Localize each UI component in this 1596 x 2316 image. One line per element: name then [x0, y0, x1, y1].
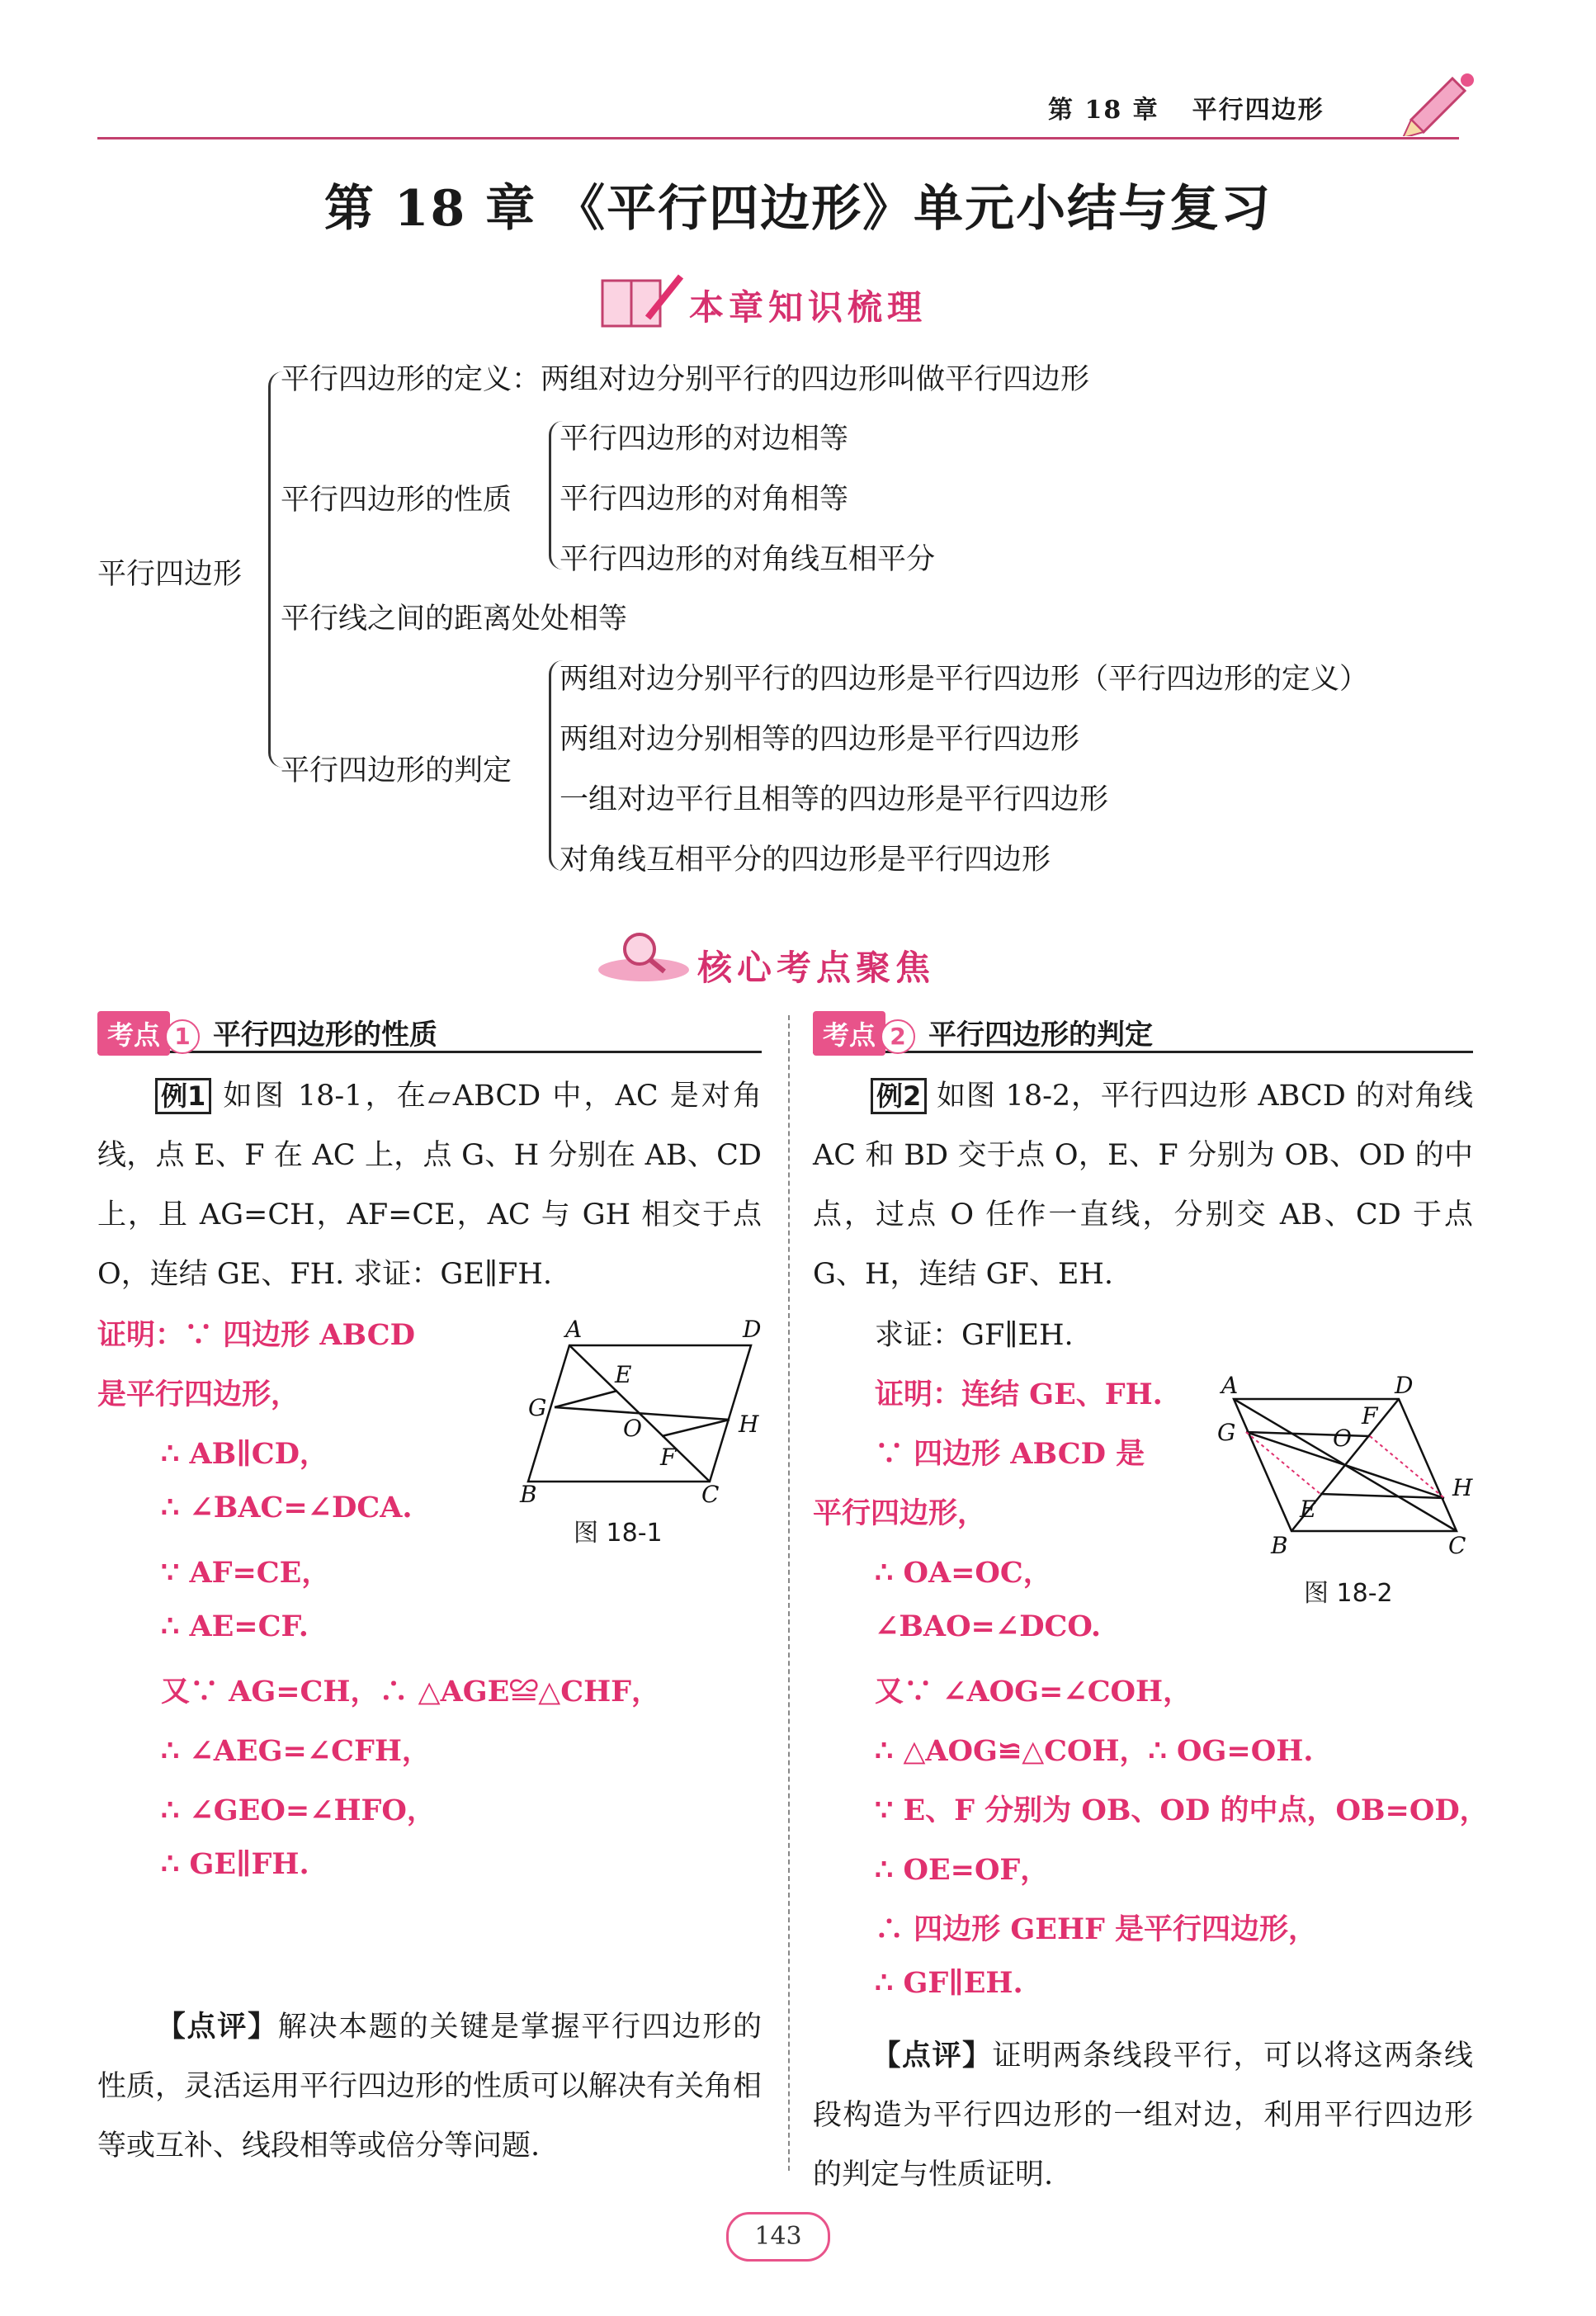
page-number: 143 — [726, 2212, 830, 2262]
right-proof-line-5: ∠BAO=∠DCO. — [875, 1609, 1102, 1643]
left-proof-line-10: ∴ GE∥FH. — [161, 1847, 309, 1881]
notebook-icon — [598, 272, 689, 330]
example-1-tag: 例1 — [155, 1078, 211, 1114]
header-rule — [97, 137, 1459, 139]
kaodian-badge: 考点 — [813, 1011, 885, 1056]
fig2-label-E: E — [1300, 1496, 1317, 1523]
left-proof-line-5: ∵ AF=CE， — [161, 1556, 331, 1590]
right-heading-title: 平行四边形的判定 — [928, 1019, 1154, 1052]
tree-criterion-2: 两组对边分别相等的四边形是平行四边形 — [560, 723, 1080, 756]
tree-criterion-1: 两组对边分别平行的四边形是平行四边形（平行四边形的定义） — [560, 663, 1369, 696]
left-proof-line-7: 又∵ AG=CH，∴ △AGE≌△CHF， — [161, 1675, 660, 1709]
example-2-tag: 例2 — [871, 1078, 927, 1114]
fig2-label-C: C — [1448, 1532, 1466, 1556]
fig2-label-A: A — [1221, 1372, 1239, 1399]
running-header — [1048, 89, 1358, 125]
page-title: 第 18 章 《平行四边形》单元小结与复习 — [323, 180, 1273, 238]
fig1-label-D: D — [743, 1316, 762, 1343]
right-comment — [813, 2026, 1473, 2205]
left-comment-text: 解决本题的关键是掌握平行四边形的性质，灵活运用平行四边形的性质可以解决有关角相等或互补、线段相等或倍分等问题. — [97, 2011, 763, 2162]
kaodian-number: 1 — [165, 1019, 200, 1054]
right-proof-line-9: ∴ OE=OF， — [875, 1853, 1050, 1887]
right-proof-line-7: ∴ △AOG≌△COH，∴ OG=OH. — [875, 1734, 1314, 1768]
kaodian-badge: 考点 — [97, 1011, 170, 1056]
fig2-label-B: B — [1271, 1532, 1288, 1556]
fig1-label-A: A — [565, 1316, 583, 1343]
fig2-label-G: G — [1217, 1419, 1236, 1446]
right-comment-text: 证明两条线段平行，可以将这两条线段构造为平行四边形的一组对边，利用平行四边形的判定与性质证明. — [813, 2039, 1473, 2191]
fig2-label-F: F — [1362, 1402, 1378, 1430]
right-problem-text: 如图 18-2，平行四边形 ABCD 的对角线 AC 和 BD 交于点 O，E、F 分别为 OB、OD 的中点，过点 O 任作一直线，分别交 AB、CD 于点 G、H，连结 GF、EH. — [813, 1080, 1473, 1291]
fig1-label-C: C — [701, 1481, 720, 1506]
fig2-label-D: D — [1395, 1372, 1414, 1399]
tree-criterion-3: 一组对边平行且相等的四边形是平行四边形 — [560, 783, 1109, 816]
right-comment-tag: 【点评】 — [871, 2039, 993, 2073]
tree-definition: 平行四边形的定义：两组对边分别平行的四边形叫做平行四边形 — [281, 363, 1090, 396]
tree-properties-label: 平行四边形的性质 — [281, 484, 512, 517]
tree-property-2: 平行四边形的对角相等 — [560, 483, 849, 516]
fig1-label-F: F — [660, 1444, 677, 1471]
pencil-logo-icon — [1395, 62, 1485, 136]
figure-18-1 — [512, 1316, 776, 1506]
right-proof-line-3: 平行四边形， — [813, 1496, 987, 1530]
left-column-heading — [97, 1011, 762, 1053]
fig1-label-B: B — [520, 1481, 537, 1506]
left-proof-line-6: ∴ AE=CF. — [161, 1609, 309, 1643]
left-comment-tag: 【点评】 — [155, 2011, 278, 2044]
left-heading-title: 平行四边形的性质 — [213, 1019, 438, 1052]
fig1-label-G: G — [528, 1394, 547, 1421]
left-problem-text: 如图 18-1，在▱ABCD 中，AC 是对角线，点 E、F 在 AC 上，点 G、H 分别在 AB、CD 上，且 AG=CH，AF=CE，AC 与 GH 相交于点 O，连结 GE、FH. 求证：GE∥FH. — [97, 1080, 762, 1291]
figure-18-2 — [1201, 1370, 1481, 1556]
right-proof-line-4: ∴ OA=OC， — [875, 1556, 1052, 1590]
column-divider — [788, 1015, 790, 2171]
section-knowledge-banner: 本章知识梳理 — [689, 287, 928, 328]
right-proof-line-10: ∴ 四边形 GEHF 是平行四边形， — [875, 1912, 1318, 1946]
left-problem — [97, 1066, 762, 1304]
fig2-label-O: O — [1333, 1425, 1352, 1452]
right-proof-line-8: ∵ E、F 分别为 OB、OD 的中点，OB=OD， — [875, 1794, 1489, 1827]
left-proof-line-3: ∴ AB∥CD， — [161, 1437, 328, 1471]
right-prove-statement: 求证：GF∥EH. — [875, 1319, 1074, 1352]
tree-distance: 平行线之间的距离处处相等 — [281, 603, 628, 636]
right-proof-line-2: ∵ 四边形 ABCD 是 — [875, 1437, 1145, 1471]
tree-criteria-label: 平行四边形的判定 — [281, 754, 512, 787]
figure-18-2-caption: 图 18-2 — [1304, 1579, 1393, 1608]
section-core-points-banner: 核心考点聚焦 — [697, 948, 936, 988]
left-proof-line-9: ∴ ∠GEO=∠HFO， — [161, 1794, 436, 1827]
left-proof-line-4: ∴ ∠BAC=∠DCA. — [161, 1491, 413, 1524]
right-column-heading — [813, 1011, 1473, 1053]
fig1-label-O: O — [623, 1415, 642, 1442]
header-topic: 平行四边形 — [1192, 96, 1324, 125]
tree-property-3: 平行四边形的对角线互相平分 — [560, 543, 936, 576]
right-proof-line-11: ∴ GF∥EH. — [875, 1966, 1023, 2000]
left-proof-line-2: 是平行四边形， — [97, 1378, 300, 1411]
right-proof-line-1: 证明：连结 GE、FH. — [875, 1378, 1163, 1411]
left-comment — [97, 1997, 762, 2176]
figure-18-1-caption: 图 18-1 — [574, 1519, 663, 1548]
fig2-label-H: H — [1452, 1474, 1473, 1501]
fig1-label-H: H — [739, 1411, 759, 1438]
tree-criterion-4: 对角线互相平分的四边形是平行四边形 — [560, 844, 1051, 877]
right-problem — [813, 1066, 1473, 1304]
fig1-label-E: E — [615, 1361, 632, 1388]
tree-root: 平行四边形 — [97, 558, 243, 591]
right-proof-line-6: 又∵ ∠AOG=∠COH， — [875, 1675, 1192, 1709]
left-proof-line-1: 证明：∵ 四边形 ABCD — [97, 1318, 415, 1352]
tree-property-1: 平行四边形的对边相等 — [560, 423, 849, 456]
left-proof-line-8: ∴ ∠AEG=∠CFH， — [161, 1734, 431, 1768]
magnifier-book-icon — [594, 929, 693, 986]
kaodian-number: 2 — [881, 1019, 915, 1054]
tree-brace-main — [268, 371, 287, 768]
header-chapter: 第 18 章 — [1048, 96, 1159, 125]
